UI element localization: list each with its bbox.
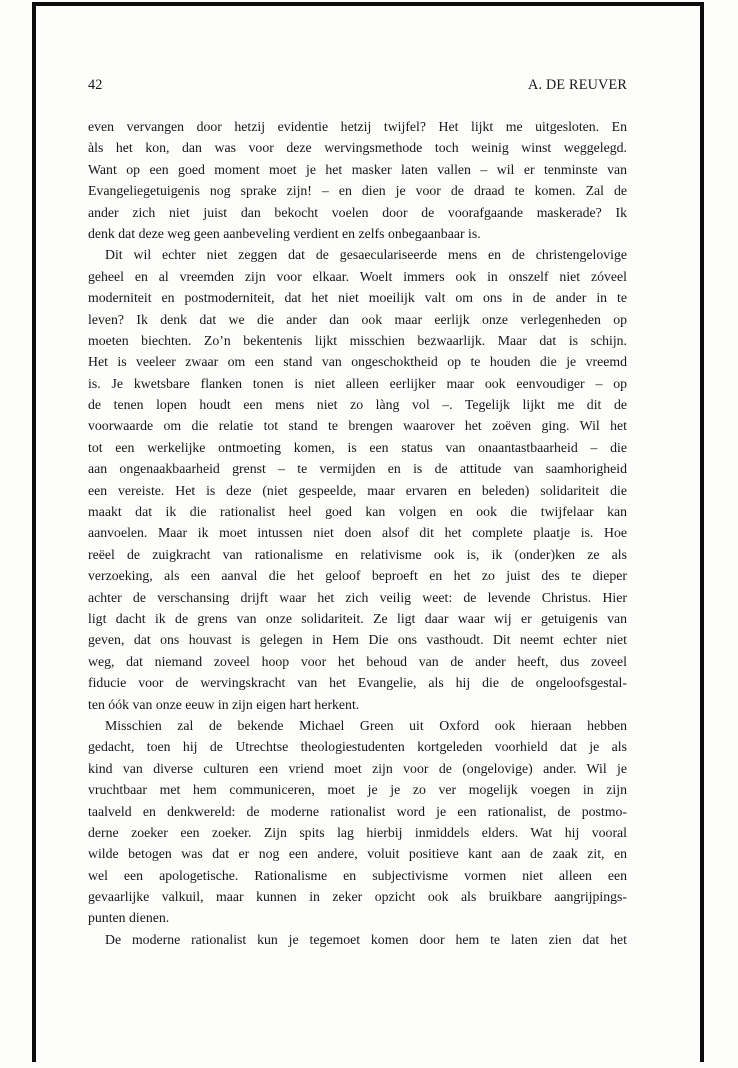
text-line: gedacht, toen hij de Utrechtse theologiestudenten kortgeleden voorhield dat je als xyxy=(88,739,627,755)
text-line: kind van diverse culturen een vriend moet zijn voor de (ongelovige) ander. Wil je xyxy=(88,760,627,776)
text-line: achter de verschansing drijft waar het zich veilig weet: de levende Christus. Hier xyxy=(88,589,627,605)
text-line: even vervangen door hetzij evidentie hetzij twijfel? Het lijkt me uitgesloten. En xyxy=(88,119,627,134)
text-line: fiducie voor de wervingskracht van het Evangelie, als hij die de ongeloofsgestal- xyxy=(88,675,627,691)
text-line: denk dat deze weg geen aanbeveling verdient en zelfs onbegaanbaar is. xyxy=(88,225,481,241)
text-line: verzoeking, als een aanval die het geloof beproeft en het zo juist des te dieper xyxy=(88,568,627,584)
text-line: Want op een goed moment moet je het masker laten vallen – wil er tenminste van xyxy=(88,161,627,177)
text-line: aanvoelen. Maar ik moet intussen niet doen alsof dit het complete plaatje is. Hoe xyxy=(88,525,627,541)
text-line: gevaarlijke valkuil, maar kunnen in zeker opzicht ook als bruikbare aangrijpings- xyxy=(88,889,627,905)
text-line: ten óók van onze eeuw in zijn eigen hart herkent. xyxy=(88,696,360,712)
text-line: vruchtbaar met hem communiceren, moet je je zo ver mogelijk voegen in zijn xyxy=(88,782,627,798)
text-line: De moderne rationalist kun je tegemoet komen door hem te laten zien dat het xyxy=(105,931,627,947)
text-line: moderniteit en postmoderniteit, dat het niet moeilijk valt om ons in de ander in te xyxy=(88,290,627,306)
text-line: wilde betogen was dat er nog een andere, voluit positieve kant aan de zaak zit, en xyxy=(88,846,627,862)
text-line: maakt dat ik die rationalist heel goed kan volgen en ook die twijfelaar kan xyxy=(88,504,627,520)
text-line: ander zich niet juist dan bekocht voelen door de voorafgaande maskerade? Ik xyxy=(88,204,627,220)
paragraph xyxy=(88,929,627,950)
page-body-text xyxy=(88,116,627,950)
text-line: Misschien zal de bekende Michael Green uit Oxford ook hieraan hebben xyxy=(105,717,627,733)
text-line: tot een werkelijke ontmoeting komen, is een status van onaantastbaarheid – die xyxy=(88,439,627,455)
text-line: aan ongenaakbaarheid grenst – te vermijden en is de attitude van saamhorigheid xyxy=(88,461,627,477)
text-line: de tenen lopen houdt een mens niet zo làng vol –. Tegelijk lijkt me dit de xyxy=(88,397,627,413)
paragraph xyxy=(88,715,627,929)
text-line: geven, dat ons houvast is gelegen in Hem Die ons vasthoudt. Dit neemt echter niet xyxy=(88,632,627,648)
text-line: is. Je kwetsbare flanken tonen is niet alleen eerlijker maar ook eenvoudiger – op xyxy=(88,375,627,391)
page-number: 42 xyxy=(88,77,103,93)
text-line: wel een apologetische. Rationalisme en subjectivisme vormen niet alleen een xyxy=(88,867,627,883)
text-line: moeten biechten. Zo’n bekentenis lijkt misschien bezwaarlijk. Maar dat is schijn. xyxy=(88,332,627,348)
text-line: weg, dat niemand zoveel hoop voor het behoud van de ander heeft, dus zoveel xyxy=(88,653,627,669)
running-title: A. DE REUVER xyxy=(528,77,627,93)
text-line: Evangeliegetuigenis nog sprake zijn! – en dien je voor de draad te komen. Zal de xyxy=(88,183,627,199)
text-line: ligt dacht ik de grens van onze solidariteit. Ze ligt daar waar wij er getuigenis van xyxy=(88,610,627,626)
text-line: Het is veeleer zwaar om een stand van ongeschoktheid op te houden die je vreemd xyxy=(88,354,627,370)
text-line: àls het kon, dan was voor deze wervingsmethode toch weinig winst weggelegd. xyxy=(88,140,627,156)
text-line: Dit wil echter niet zeggen dat de gesaeculariseerde mens en de christengelovige xyxy=(105,247,627,263)
running-head xyxy=(88,77,627,94)
text-line: leven? Ik denk dat we die ander dan ook maar eerlijk onze verlegenheden op xyxy=(88,311,627,327)
text-line: een vereiste. Het is deze (niet gespeelde, maar ervaren en beleden) solidariteit die xyxy=(88,482,627,498)
text-line: punten dienen. xyxy=(88,910,170,926)
text-line: taalveld en denkwereld: de moderne rationalist word je een rationalist, de postmo- xyxy=(88,803,627,819)
paragraph xyxy=(88,116,627,244)
text-line: reëel de zuigkracht van rationalisme en relativisme ook is, ik (onder)ken ze als xyxy=(88,546,627,562)
text-line: geheel en al vreemden zijn voor elkaar. Woelt immers ook in onszelf niet zóveel xyxy=(88,268,627,284)
text-line: derne zoeker een zoeker. Zijn spits lag hierbij inmiddels elders. Wat hij vooral xyxy=(88,824,627,840)
paragraph xyxy=(88,244,627,715)
text-line: voorwaarde om die relatie tot stand te brengen waarover het zoëven ging. Wil het xyxy=(88,418,627,434)
